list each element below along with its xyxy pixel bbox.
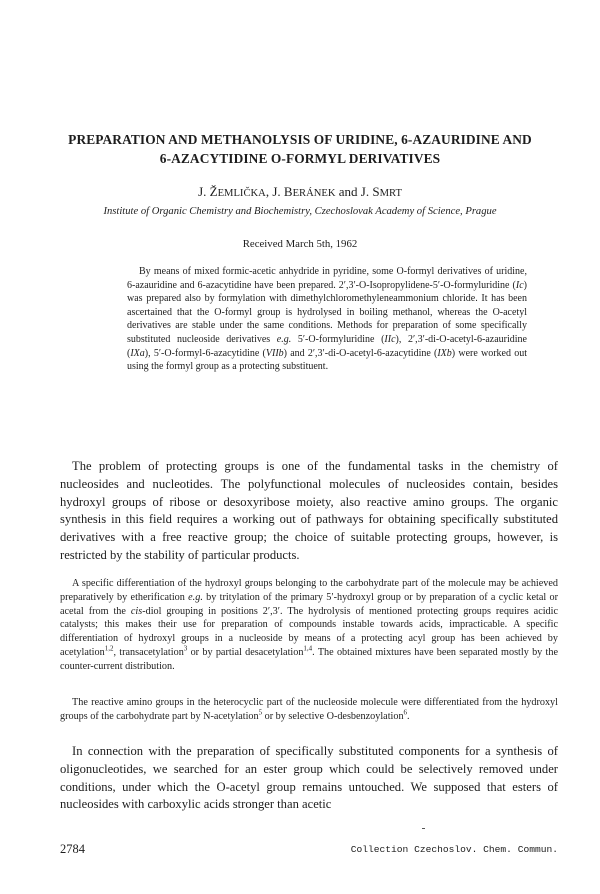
hyphen-mark: [422, 828, 425, 829]
page-number: 2784: [60, 842, 85, 856]
paragraph-3: The reactive amino groups in the heterocyclic part of the nucleoside molecule were differentiated from the hydroxyl groups of the carbohydrate part by N-acetylation$^5$ or by selective O-desbenzoylation$^6$.: [60, 697, 558, 722]
title-line-1: PREPARATION AND METHANOLYSIS OF URIDINE, 6-AZAURIDINE AND: [68, 132, 532, 147]
institute: Institute of Organic Chemistry and Biochemistry, Czechoslovak Academy of Science, Prague: [103, 206, 497, 217]
author-sep-1: , J. B: [265, 184, 293, 199]
paragraph-2: A specific differentiation of the hydroxyl groups belonging to the carbohydrate part of the molecule may be achieved preparatively by etherification e.g. by tritylation of the primary 5′-hydroxyl group or by preparation of a cyclic ketal or acetal from the cis-diol grouping in positions 2′,3′. The hydrolysis of mentioned protecting groups requires acidic catalysts; this makes their use for preparation of compounds instable towards acids, impracticable. A specific differentiation of hydroxyl groups in a nucleoside by means of a protecting acyl group has been achieved by acetylation$^{1,2}$, transacetylation$^3$ or by partial desacetylation$^{1,4}$. The obtained mixtures have been separated mostly by the counter-current distribution.: [60, 578, 559, 672]
author-sep-2: and J. S: [335, 184, 380, 199]
paragraph-1: The problem of protecting groups is one of the fundamental tasks in the chemistry of nucleosides and nucleotides. The polyfunctional molecules of nucleosides contain, besides hydroxyl groups of ribose or desoxyribose moiety, also reactive amino groups. The organic synthesis in this field requires a working out of pathways for obtaining specifically substituted derivatives with a free reactive group; the choice of suitable protecting groups, however, is restricted by the stability of particular products.: [60, 459, 558, 562]
author-2-name: ERÁNEK: [292, 188, 336, 199]
abstract: By means of mixed formic-acetic anhydride in pyridine, some O-formyl derivatives of uridine, 6-azauridine and 6-azacytidine have been prepared. 2′,3′-O-Isopropylidene-5′-O-formyluridine (Ic) was prepared also by formylation with dimethylchloromethyleneammonium chloride. It has been ascertained that the O-formyl group is hydrolysed in boiling methanol, whereas the O-acetyl derivatives are stable under the same conditions. Methods for preparation of some specifically substituted nucleoside derivatives e.g. 5′-O-formyluridine (IIc), 2′,3′-di-O-acetyl-6-azauridine (IXa), 5′-O-formyl-6-azacytidine (VIIb) and 2′,3′-di-O-acetyl-6-azacytidine (IXb) were worked out using the formyl group as a protecting substituent.: [127, 266, 527, 373]
article-title: [40, 130, 560, 168]
paragraph-4: In connection with the preparation of specifically substituted components for a synthesis of oligonucleotides, we searched for an ester group which could be selectively removed under conditions, under which the O-acetyl group remains untouched. We supposed that esters of nucleosides with carboxylic acids stronger than acetic: [60, 744, 558, 812]
title-line-2: 6-AZACYTIDINE O-FORMYL DERIVATIVES: [159, 151, 441, 166]
author-3-name: MRT: [379, 188, 402, 199]
journal-name: Collection Czechoslov. Chem. Commun.: [350, 844, 558, 855]
author-1-initial: J. Ž: [198, 184, 218, 199]
authors: [40, 184, 560, 202]
author-1-name: EMLIČKA: [217, 188, 266, 199]
received-date: Received March 5th, 1962: [242, 238, 358, 250]
